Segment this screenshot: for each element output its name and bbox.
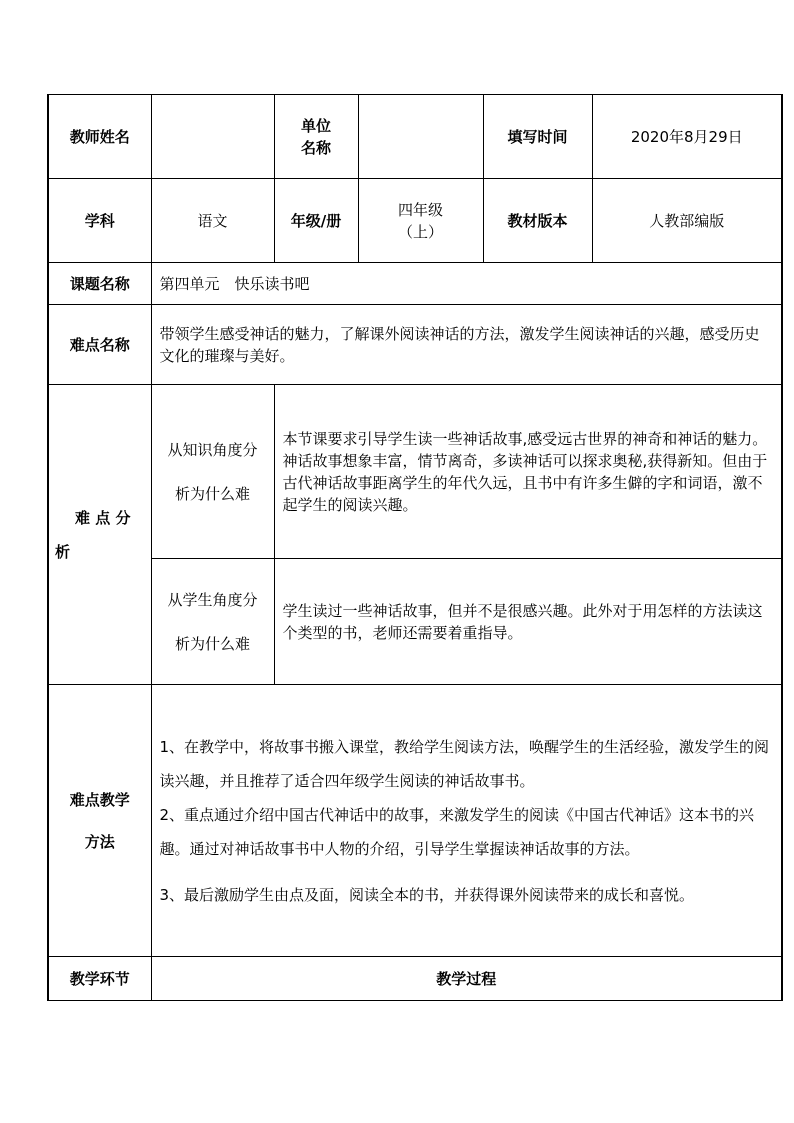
fill-time-label: 填写时间	[483, 95, 592, 179]
method-item-3: 3、最后激励学生由点及面，阅读全本的书，并获得课外阅读带来的成长和喜悦。	[159, 885, 695, 904]
analysis-label-line1: 难 点 分	[75, 508, 131, 527]
row-analysis-knowledge	[48, 385, 782, 559]
methods-label-line1: 难点教学	[69, 790, 130, 809]
method-item-2: 2、重点通过介绍中国古代神话中的故事，来激发学生的阅读《中国古代神话》这本书的兴趣。通过对神话故事书中人物的介绍，引导学生掌握读神话故事的方法。	[159, 805, 755, 858]
edition-value: 人教部编版	[592, 179, 782, 263]
method-item-1: 1、在教学中，将故事书搬入课堂，教给学生阅读方法，唤醒学生的生活经验，激发学生的阅读兴趣，并且推荐了适合四年级学生阅读的神话故事书。	[159, 737, 770, 790]
lesson-form-table	[47, 94, 783, 1001]
unit-name-label-line1: 单位	[300, 116, 331, 135]
row-teacher	[48, 95, 782, 179]
row-methods	[48, 685, 782, 957]
methods-label-line2: 方法	[84, 832, 115, 851]
methods-content	[151, 685, 782, 957]
grade-value-line1: 四年级	[397, 200, 443, 219]
knowledge-angle-text: 本节课要求引导学生读一些神话故事,感受远古世界的神奇和神话的魅力。神话故事想象丰富，情节离奇，多读神话可以探求奥秘,获得新知。但由于古代神话故事距离学生的年代久远，且书中有许多生僻的字和词语，激不起学生的阅读兴趣。	[274, 385, 782, 559]
unit-name-label-line2: 名称	[300, 138, 331, 157]
analysis-label-line2: 析	[55, 542, 71, 561]
student-angle-label: 从学生角度分析为什么难	[151, 559, 274, 685]
stage-label: 教学环节	[48, 957, 151, 1001]
topic-label: 课题名称	[48, 263, 151, 305]
row-difficulty	[48, 305, 782, 385]
fill-time-value: 2020年8月29日	[592, 95, 782, 179]
subject-label: 学科	[48, 179, 151, 263]
teacher-name-label: 教师姓名	[48, 95, 151, 179]
difficulty-value: 带领学生感受神话的魅力，了解课外阅读神话的方法，激发学生阅读神话的兴趣，感受历史文化的璀璨与美好。	[151, 305, 782, 385]
grade-value	[358, 179, 483, 263]
knowledge-angle-label: 从知识角度分析为什么难	[151, 385, 274, 559]
subject-value: 语文	[151, 179, 274, 263]
analysis-label	[48, 385, 151, 685]
grade-label: 年级/册	[274, 179, 358, 263]
unit-name-label	[274, 95, 358, 179]
unit-name-value	[358, 95, 483, 179]
student-angle-text: 学生读过一些神话故事，但并不是很感兴趣。此外对于用怎样的方法读这个类型的书，老师还需要着重指导。	[274, 559, 782, 685]
row-footer	[48, 957, 782, 1001]
topic-value: 第四单元 快乐读书吧	[151, 263, 782, 305]
row-topic	[48, 263, 782, 305]
difficulty-label: 难点名称	[48, 305, 151, 385]
edition-label: 教材版本	[483, 179, 592, 263]
row-analysis-student	[48, 559, 782, 685]
row-subject	[48, 179, 782, 263]
grade-value-line2: （上）	[397, 222, 443, 241]
methods-label	[48, 685, 151, 957]
process-label: 教学过程	[151, 957, 782, 1001]
teacher-name-value	[151, 95, 274, 179]
